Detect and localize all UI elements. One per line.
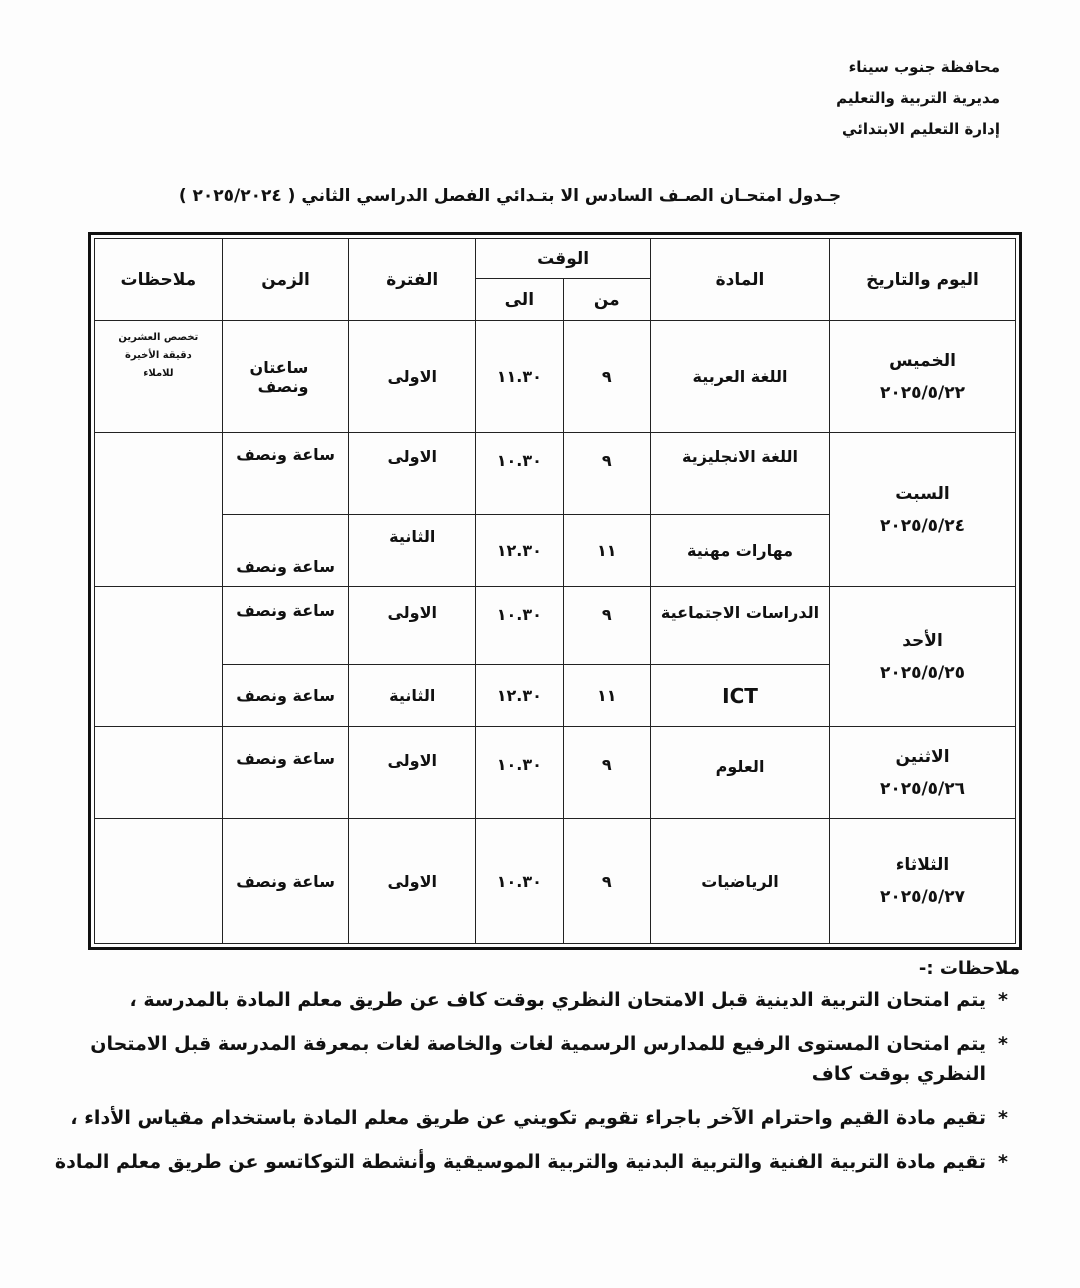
note-text: يتم امتحان التربية الدينية قبل الامتحان النظري بوقت كاف عن طريق معلم المادة بالمدرسة ،: [129, 989, 986, 1011]
notes-title: ملاحظات :-: [918, 958, 1020, 979]
exam-schedule-table: [94, 238, 1016, 944]
from-cell: ٩: [563, 321, 650, 433]
note-cell: [95, 727, 223, 819]
period-cell: الاولى: [349, 321, 476, 433]
duration-cell: ساعة ونصف: [222, 587, 349, 665]
duration-cell: ساعة ونصف: [222, 433, 349, 515]
day-date: ٢٠٢٥/٥/٢٤: [879, 515, 966, 536]
to-cell: ١٠.٣٠: [476, 727, 563, 819]
header-block: [836, 52, 1000, 145]
day-name: الثلاثاء: [895, 855, 950, 875]
day-cell: [830, 819, 1016, 944]
header-from: من: [563, 279, 650, 321]
subject-cell: مهارات مهنية: [651, 515, 830, 587]
exam-schedule-table-frame: [88, 232, 1022, 950]
period-cell: الثانية: [349, 515, 476, 587]
note-text: تقيم مادة القيم واحترام الآخر باجراء تقويم تكويني عن طريق معلم المادة باستخدام مقياس الأداء ،: [70, 1107, 986, 1129]
day-date: ٢٠٢٥/٥/٢٥: [879, 662, 966, 683]
duration-cell: ساعة ونصف: [222, 727, 349, 819]
header-notes: ملاحظات: [95, 239, 223, 321]
to-cell: ١٠.٣٠: [476, 587, 563, 665]
period-cell: الاولى: [349, 433, 476, 515]
asterisk-icon: *: [998, 1107, 1008, 1129]
day-cell: [830, 433, 1016, 587]
note-text: يتم امتحان المستوى الرفيع للمدارس الرسمية لغات والخاصة لغات بمعرفة المدرسة قبل الامتحان النظري بوقت كاف: [90, 1033, 986, 1085]
header-directorate: مديرية التربية والتعليم: [836, 89, 1000, 107]
table-row: [95, 587, 1016, 665]
header-governorate: محافظة جنوب سيناء: [848, 58, 1000, 76]
from-cell: ٩: [563, 587, 650, 665]
day-date: ٢٠٢٥/٥/٢٢: [879, 382, 966, 403]
header-subject: المادة: [651, 239, 830, 321]
note-item: [40, 985, 1020, 1015]
note-item: [40, 1029, 1020, 1089]
asterisk-icon: *: [998, 989, 1008, 1011]
day-cell: [830, 587, 1016, 727]
subject-cell: العلوم: [651, 727, 830, 819]
period-cell: الاولى: [349, 727, 476, 819]
table-row: [95, 321, 1016, 433]
duration-cell: ساعة ونصف: [222, 819, 349, 944]
day-name: السبت: [895, 483, 950, 504]
day-name: الأحد: [902, 630, 943, 651]
to-cell: ١٢.٣٠: [476, 665, 563, 727]
day-name: الخميس: [889, 350, 956, 371]
period-cell: الثانية: [349, 665, 476, 727]
table-row: [95, 433, 1016, 515]
day-cell: [830, 321, 1016, 433]
note-cell: تخصص العشرين دقيقة الأخيرة للاملاء: [95, 321, 223, 433]
period-cell: الاولى: [349, 587, 476, 665]
note-cell: [95, 433, 223, 587]
header-administration: إدارة التعليم الابتدائي: [842, 120, 1000, 138]
table-row: [95, 727, 1016, 819]
subject-cell: ICT: [651, 665, 830, 727]
subject-cell: الرياضيات: [651, 819, 830, 944]
to-cell: ١٢.٣٠: [476, 515, 563, 587]
asterisk-icon: *: [998, 1151, 1008, 1173]
from-cell: ٩: [563, 819, 650, 944]
asterisk-icon: *: [998, 1033, 1008, 1055]
table-row: [95, 819, 1016, 944]
from-cell: ٩: [563, 727, 650, 819]
day-date: ٢٠٢٥/٥/٢٧: [879, 887, 966, 907]
note-item: [40, 1147, 1020, 1177]
header-time: الوقت: [476, 239, 651, 279]
duration-cell: ساعة ونصف: [222, 665, 349, 727]
to-cell: ١٠.٣٠: [476, 433, 563, 515]
subject-cell: الدراسات الاجتماعية: [651, 587, 830, 665]
header-to: الى: [476, 279, 563, 321]
to-cell: ١٠.٣٠: [476, 819, 563, 944]
from-cell: ١١: [563, 665, 650, 727]
to-cell: ١١.٣٠: [476, 321, 563, 433]
day-cell: [830, 727, 1016, 819]
header-period: الفترة: [349, 239, 476, 321]
day-name: الاثنين: [895, 746, 950, 767]
note-cell: [95, 819, 223, 944]
header-day-date: اليوم والتاريخ: [830, 239, 1016, 321]
note-item: [40, 1103, 1020, 1133]
from-cell: ١١: [563, 515, 650, 587]
header-duration: الزمن: [222, 239, 349, 321]
period-cell: الاولى: [349, 819, 476, 944]
duration-cell: ساعتان ونصف: [222, 321, 349, 433]
subject-cell: اللغة العربية: [651, 321, 830, 433]
subject-cell: اللغة الانجليزية: [651, 433, 830, 515]
page-title: جـدول امتحـان الصـف السادس الا بتـدائي الفصل الدراسي الثاني ( ٢٠٢٥/٢٠٢٤ ): [178, 186, 842, 206]
notes-section: [40, 958, 1020, 1191]
note-cell: [95, 587, 223, 727]
note-text: تقيم مادة التربية الفنية والتربية البدنية والتربية الموسيقية وأنشطة التوكاتسو عن طريق معلم المادة: [54, 1151, 986, 1173]
day-date: ٢٠٢٥/٥/٢٦: [879, 778, 966, 799]
from-cell: ٩: [563, 433, 650, 515]
duration-cell: ساعة ونصف: [222, 515, 349, 587]
